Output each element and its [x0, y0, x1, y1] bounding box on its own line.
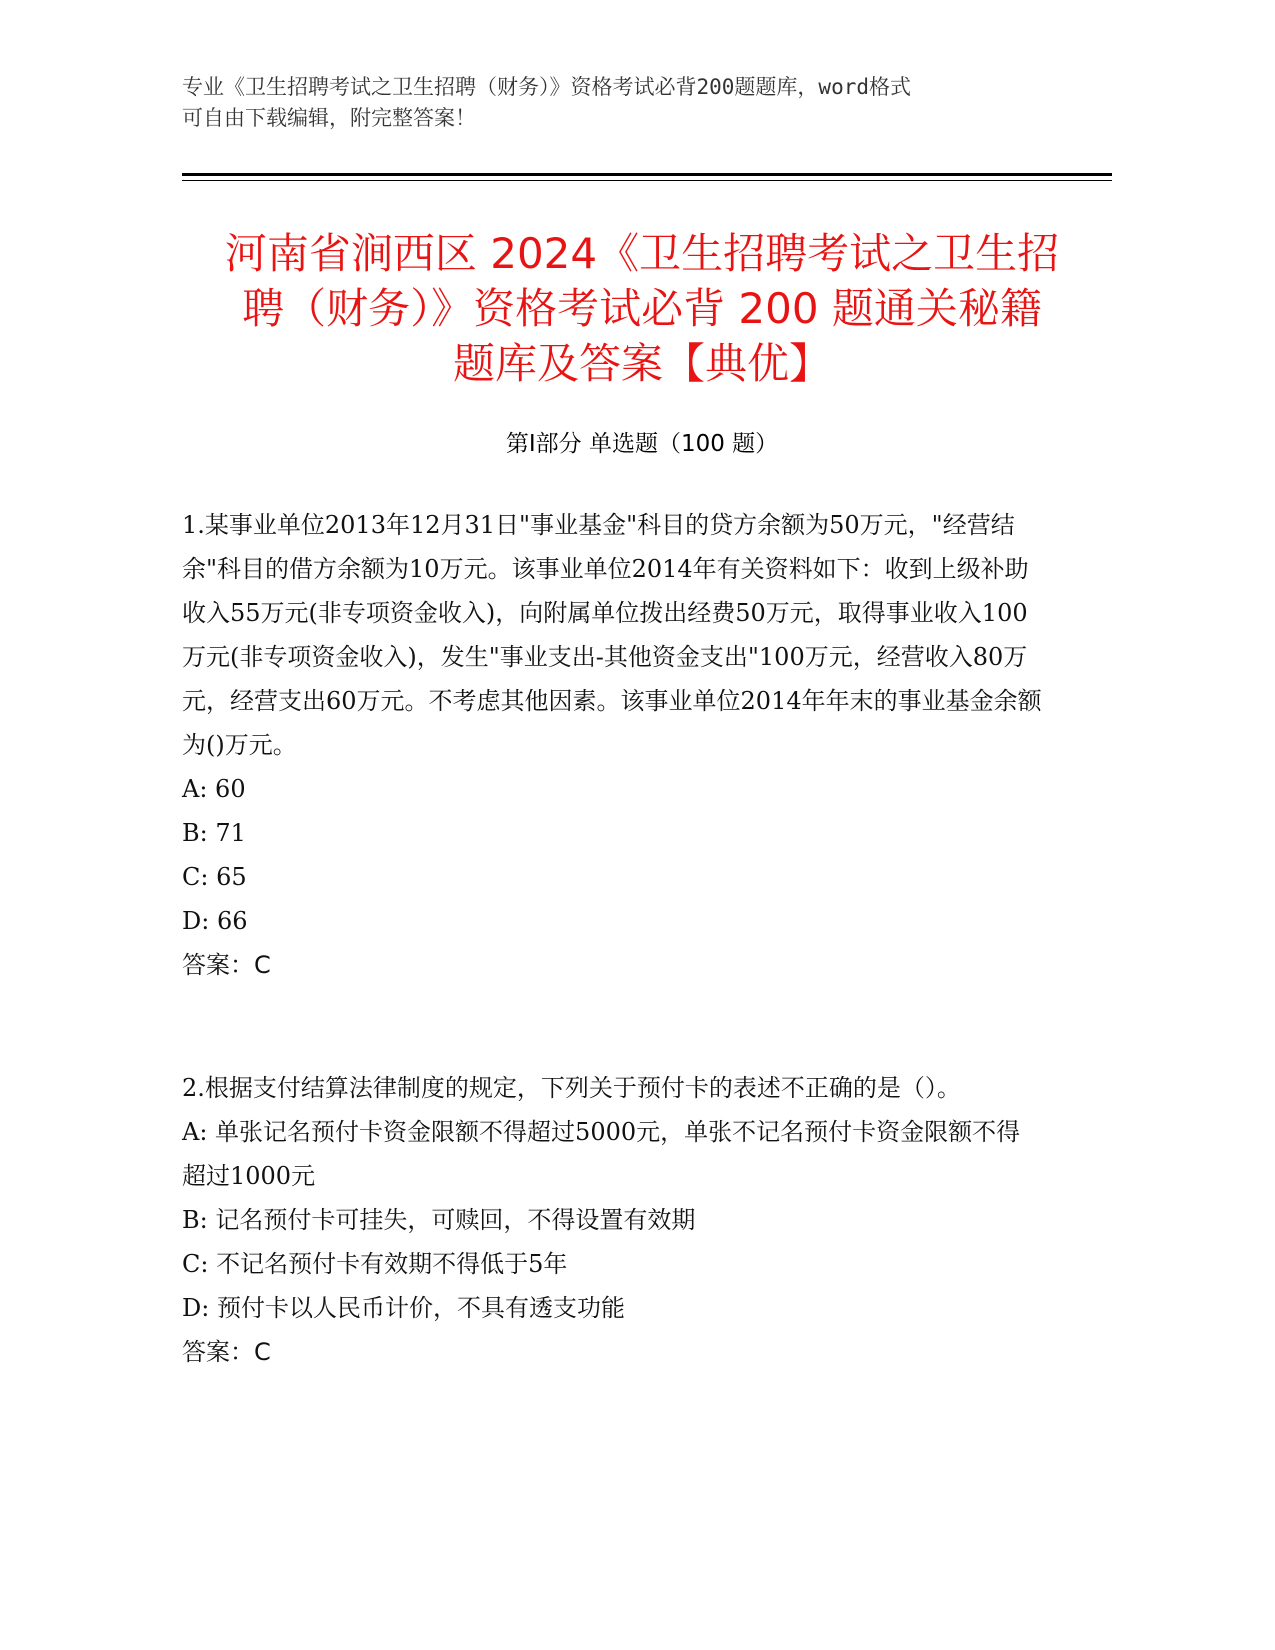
question-stem: 2.根据支付结算法律制度的规定，下列关于预付卡的表述不正确的是（）。 [182, 1074, 961, 1102]
answer-label: 答案：C [182, 951, 271, 979]
option-a: A: 60 [182, 775, 246, 803]
title-line-3: 题库及答案【典优】 [452, 339, 831, 388]
option-b: B: 71 [182, 819, 246, 847]
question-block [182, 1066, 1042, 1374]
header-line-2: 可自由下载编辑，附完整答案！ [182, 106, 476, 130]
option-c: C: 不记名预付卡有效期不得低于5年 [182, 1250, 568, 1278]
option-d: D: 66 [182, 907, 248, 935]
title-line-2: 聘（财务）》资格考试必背 200 题通关秘籍 [242, 284, 1042, 333]
option-d: D: 预付卡以人民币计价，不具有透支功能 [182, 1294, 625, 1322]
option-c: C: 65 [182, 863, 247, 891]
option-a: A: 单张记名预付卡资金限额不得超过5000元，单张不记名预付卡资金限额不得超过1000元 [182, 1118, 1021, 1190]
section-heading: 第Ⅰ部分 单选题（100 题） [505, 431, 779, 457]
question-stem: 1.某事业单位2013年12月31日"事业基金"科目的贷方余额为50万元，"经营结余"科目的借方余额为10万元。该事业单位2014年有关资料如下：收到上级补助收入55万元(非专项资金收入)，向附属单位拨出经费50万元，取得事业收入100万元(非专项资金收入)，发生"事业支出-其他资金支出"100万元，经营收入80万元，经营支出60万元。不考虑其他因素。该事业单位2014年年末的事业基金余额为()万元。 [182, 511, 1042, 759]
header-divider-thin [182, 180, 1112, 181]
answer-label: 答案：C [182, 1338, 271, 1366]
header-line-1: 专业《卫生招聘考试之卫生招聘（财务）》资格考试必背200题题库，word格式 [182, 75, 911, 99]
option-b: B: 记名预付卡可挂失，可赎回，不得设置有效期 [182, 1206, 696, 1234]
document-title [182, 226, 1102, 391]
header-divider-thick [182, 173, 1112, 176]
title-line-1: 河南省涧西区 2024《卫生招聘考试之卫生招 [224, 229, 1060, 278]
question-block [182, 503, 1042, 987]
page-header [182, 72, 1042, 134]
